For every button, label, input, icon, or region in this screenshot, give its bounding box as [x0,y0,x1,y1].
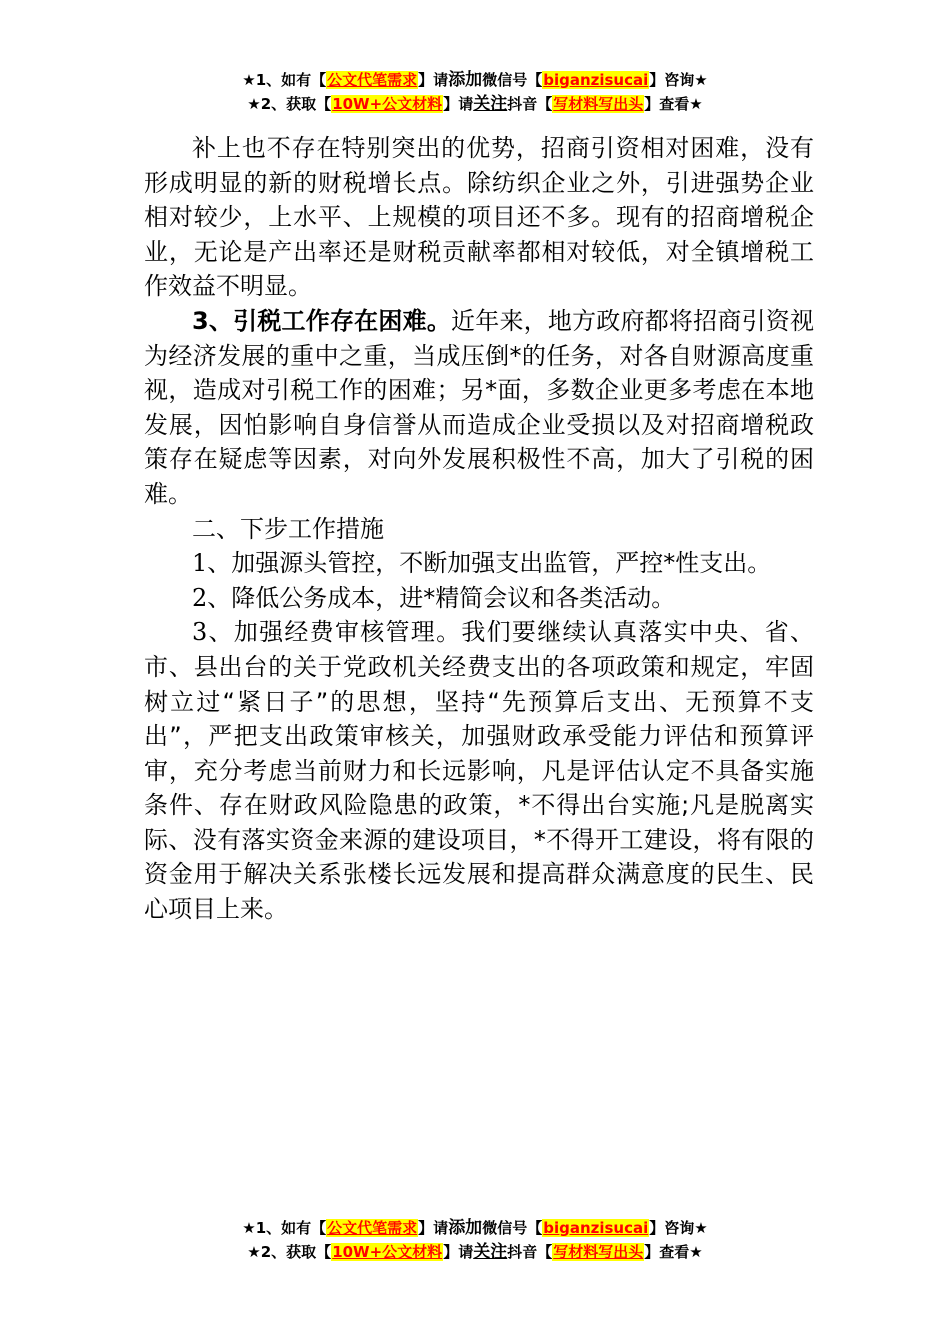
banner-text: 】咨询 [649,71,695,89]
banner-text: 】请 [443,95,474,113]
star-icon: ★ [247,95,261,113]
star-icon: ★ [694,1219,708,1237]
banner-text: 微信号【 [482,71,543,89]
star-icon: ★ [242,1219,256,1237]
footer-banner [0,1216,950,1264]
star-icon: ★ [694,71,708,89]
emphasis-follow: 关注 [473,94,508,114]
emphasis-follow: 关注 [473,1242,508,1262]
highlight-service: 公文代笔需求 [327,1219,418,1237]
document-body [144,131,814,927]
measure-item-1 [144,546,814,581]
banner-text: 】请 [443,1243,474,1261]
banner-text: 】查看 [644,95,690,113]
banner-text: 1、如有【 [255,71,327,89]
banner-text: 】请 [418,71,449,89]
item-number: 3、 [192,618,234,647]
item-number: 1、 [192,549,232,578]
item-text: 加强源头管控，不断加强支出监管，严控*性支出。 [231,549,772,578]
banner-text: 1、如有【 [255,1219,327,1237]
item-text: 降低公务成本，进*精简会议和各类活动。 [231,583,676,612]
wechat-id: biganzisucai [543,71,649,89]
star-icon: ★ [242,71,256,89]
star-icon: ★ [689,1243,703,1261]
banner-text: 抖音【 [507,1243,553,1261]
wechat-id: biganzisucai [543,1219,649,1237]
paragraph-2-heading: 3、引税工作存在困难。 [192,306,452,335]
emphasis-add: 添加 [448,70,483,90]
star-icon: ★ [247,1243,261,1261]
banner-text: 2、获取【 [260,1243,332,1261]
highlight-materials: 10W+公文材料 [332,1243,443,1261]
banner-line-1 [0,68,950,92]
douyin-account: 写材料写出头 [553,1243,644,1261]
item-number: 2、 [192,583,232,612]
banner-text: 抖音【 [507,95,553,113]
banner-text: 】请 [418,1219,449,1237]
douyin-account: 写材料写出头 [553,95,644,113]
paragraph-2-body: 近年来，地方政府都将招商引资视为经济发展的重中之重，当成压倒*的任务，对各自财源高度重视，造成对引税工作的困难；另*面，多数企业更多考虑在本地发展，因怕影响自身信誉从而造成企业受损以及对招商增税政策存在疑虑等因素，对向外发展积极性不高，加大了引税的困难。 [144,306,814,508]
section-2-title: 二、下步工作措施 [192,514,384,543]
header-banner [0,68,950,116]
measure-item-3 [144,615,814,926]
paragraph-1: 补上也不存在特别突出的优势，招商引资相对困难，没有形成明显的新的财税增长点。除纺织企业之外，引进强势企业相对较少，上水平、上规模的项目还不多。现有的招商增税企业，无论是产出率还是财税贡献率都相对较低，对全镇增税工作效益不明显。 [144,134,814,301]
banner-line-1 [0,1216,950,1240]
banner-line-2 [0,92,950,116]
banner-text: 微信号【 [482,1219,543,1237]
banner-line-2 [0,1240,950,1264]
measure-item-2 [144,581,814,616]
item-text: 加强经费审核管理。我们要继续认真落实中央、省、市、县出台的关于党政机关经费支出的各项政策和规定，牢固树立过“紧日子”的思想，坚持“先预算后支出、无预算不支出”，严把支出政策审核关，加强财政承受能力评估和预算评审，充分考虑当前财力和长远影响，凡是评估认定不具备实施条件、存在财政风险隐患的政策，*不得出台实施;凡是脱离实际、没有落实资金来源的建设项目，*不得开工建设，将有限的资金用于解决关系张楼长远发展和提高群众满意度的民生、民心项目上来。 [144,618,815,924]
banner-text: 2、获取【 [260,95,332,113]
banner-text: 】咨询 [649,1219,695,1237]
paragraph-2 [144,304,814,512]
banner-text: 】查看 [644,1243,690,1261]
highlight-materials: 10W+公文材料 [332,95,443,113]
star-icon: ★ [689,95,703,113]
emphasis-add: 添加 [448,1218,483,1238]
highlight-service: 公文代笔需求 [327,71,418,89]
